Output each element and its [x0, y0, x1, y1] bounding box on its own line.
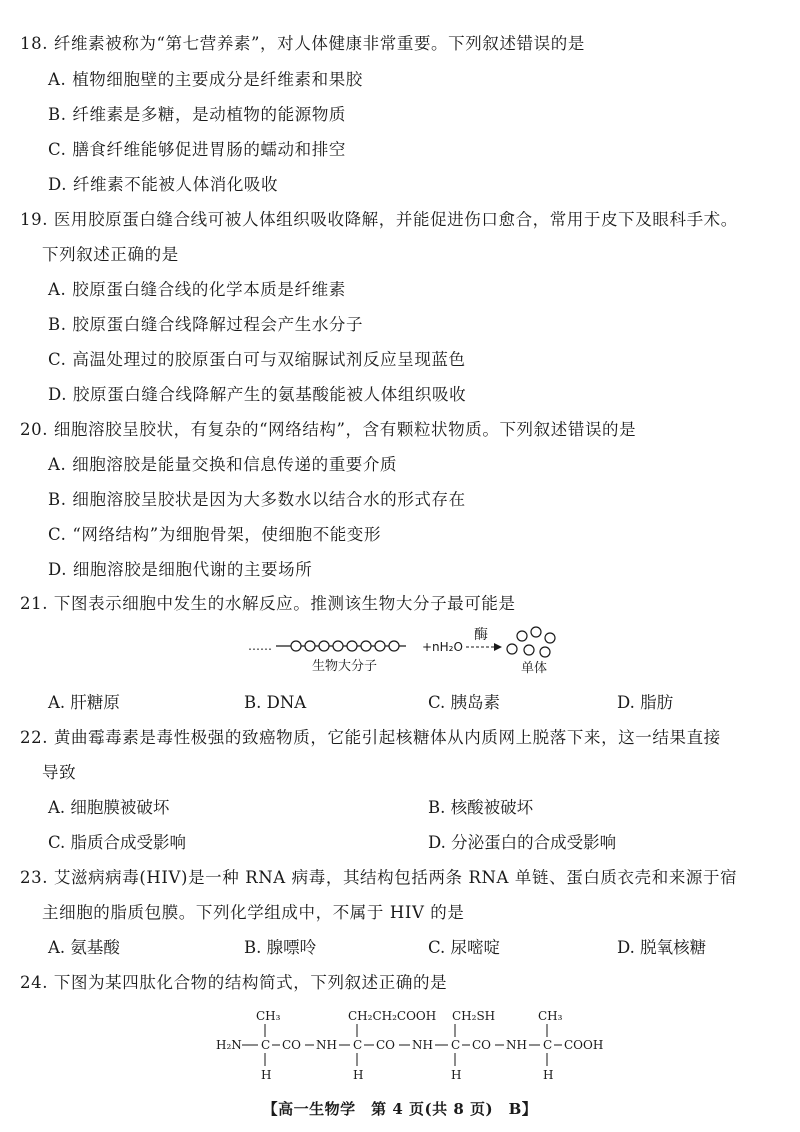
q19-option-c: C. 高温处理过的胶原蛋白可与双缩脲试剂反应呈现蓝色: [48, 350, 466, 369]
hydrolysis-diagram: [240, 624, 570, 678]
q23-stem: 23. 艾滋病病毒(HIV)是一种 RNA 病毒，其结构包括两条 RNA 单链、蛋白质衣壳和来源于宿: [20, 868, 738, 887]
water-label: +nH₂O: [422, 640, 463, 654]
alpha-carbon-1: C: [261, 1038, 271, 1052]
q24-stem: 24. 下图为某四肽化合物的结构简式，下列叙述正确的是: [20, 973, 448, 992]
amide-1: NH: [316, 1038, 337, 1052]
q20-option-a: A. 细胞溶胶是能量交换和信息传递的重要介质: [48, 455, 398, 474]
q23-option-d: D. 脱氧核糖: [617, 938, 707, 957]
chain-monomer: [305, 641, 315, 651]
q21-stem: 21. 下图表示细胞中发生的水解反应。推测该生物大分子最可能是: [20, 594, 516, 613]
arrow-head: [494, 643, 502, 651]
amide-3: NH: [506, 1038, 527, 1052]
alpha-carbon-4: C: [543, 1038, 553, 1052]
q19-option-a: A. 胶原蛋白缝合线的化学本质是纤维素: [48, 280, 346, 299]
q19-option-b: B. 胶原蛋白缝合线降解过程会产生水分子: [48, 315, 364, 334]
free-monomer: [517, 631, 527, 641]
q21-option-a: A. 肝糖原: [48, 693, 120, 712]
monomer-label: 单体: [521, 661, 548, 676]
page-footer: 【高一生物学 第 4 页(共 8 页) B】: [262, 1100, 538, 1118]
carbonyl-3: CO: [472, 1038, 492, 1052]
hydrogen-2: H: [353, 1068, 364, 1082]
q18-option-c: C. 膳食纤维能够促进胃肠的蠕动和排空: [48, 140, 346, 159]
chain-monomer: [361, 641, 371, 651]
r-group-1: CH₃: [256, 1009, 281, 1023]
alpha-carbon-2: C: [353, 1038, 363, 1052]
q18-option-d: D. 纤维素不能被人体消化吸收: [48, 175, 279, 194]
q19-stem-cont: 下列叙述正确的是: [42, 245, 179, 264]
enzyme-label: 酶: [474, 627, 488, 643]
alpha-carbon-3: C: [451, 1038, 461, 1052]
q20-option-d: D. 细胞溶胶是细胞代谢的主要场所: [48, 560, 313, 579]
chain-monomer: [375, 641, 385, 651]
q22-stem: 22. 黄曲霉毒素是毒性极强的致癌物质，它能引起核糖体从内质网上脱落下来，这一结果直接: [20, 728, 721, 747]
chain-monomer: [291, 641, 301, 651]
q21-option-b: B. DNA: [244, 693, 307, 712]
hydrogen-4: H: [543, 1068, 554, 1082]
chain-monomer: [319, 641, 329, 651]
q22-option-b: B. 核酸被破坏: [428, 798, 534, 817]
q19-stem: 19. 医用胶原蛋白缝合线可被人体组织吸收降解，并能促进伤口愈合，常用于皮下及眼科手术。: [20, 210, 738, 229]
r-group-3: CH₂SH: [452, 1009, 496, 1023]
q23-option-a: A. 氨基酸: [48, 938, 120, 957]
q23-stem-cont: 主细胞的脂质包膜。下列化学组成中，不属于 HIV 的是: [42, 903, 465, 922]
q22-option-a: A. 细胞膜被破坏: [48, 798, 170, 817]
chain-monomer: [333, 641, 343, 651]
q22-option-c: C. 脂质合成受影响: [48, 833, 187, 852]
chain-monomer: [389, 641, 399, 651]
q18-option-a: A. 植物细胞壁的主要成分是纤维素和果胶: [48, 70, 363, 89]
q21-option-d: D. 脂肪: [617, 693, 674, 712]
hydrogen-3: H: [451, 1068, 462, 1082]
q19-option-d: D. 胶原蛋白缝合线降解产生的氨基酸能被人体组织吸收: [48, 385, 467, 404]
amide-2: NH: [412, 1038, 433, 1052]
c-terminus: COOH: [564, 1038, 604, 1052]
free-monomer: [507, 644, 517, 654]
q22-option-d: D. 分泌蛋白的合成受影响: [428, 833, 617, 852]
carbonyl-1: CO: [282, 1038, 302, 1052]
chain-monomer: [347, 641, 357, 651]
q20-option-c: C. “网络结构”为细胞骨架，使细胞不能变形: [48, 525, 382, 544]
n-terminus: H₂N: [216, 1038, 242, 1052]
tetrapeptide-structure: [208, 1002, 618, 1088]
hydrogen-1: H: [261, 1068, 272, 1082]
free-monomer: [524, 645, 534, 655]
q18-stem: 18. 纤维素被称为“第七营养素”，对人体健康非常重要。下列叙述错误的是: [20, 34, 585, 53]
q20-stem: 20. 细胞溶胶呈胶状，有复杂的“网络结构”，含有颗粒状物质。下列叙述错误的是: [20, 420, 637, 439]
free-monomer: [545, 633, 555, 643]
q21-option-c: C. 胰岛素: [428, 693, 501, 712]
r-group-2: CH₂CH₂COOH: [348, 1009, 437, 1023]
q20-option-b: B. 细胞溶胶呈胶状是因为大多数水以结合水的形式存在: [48, 490, 466, 509]
r-group-4: CH₃: [538, 1009, 563, 1023]
macromolecule-label: 生物大分子: [312, 659, 378, 674]
q23-option-b: B. 腺嘌呤: [244, 938, 317, 957]
q23-option-c: C. 尿嘧啶: [428, 938, 501, 957]
free-monomer: [531, 627, 541, 637]
diagram-dots: ……: [248, 639, 272, 653]
q22-stem-cont: 导致: [42, 763, 77, 782]
carbonyl-2: CO: [376, 1038, 396, 1052]
q18-option-b: B. 纤维素是多糖，是动植物的能源物质: [48, 105, 347, 124]
free-monomer: [540, 647, 550, 657]
